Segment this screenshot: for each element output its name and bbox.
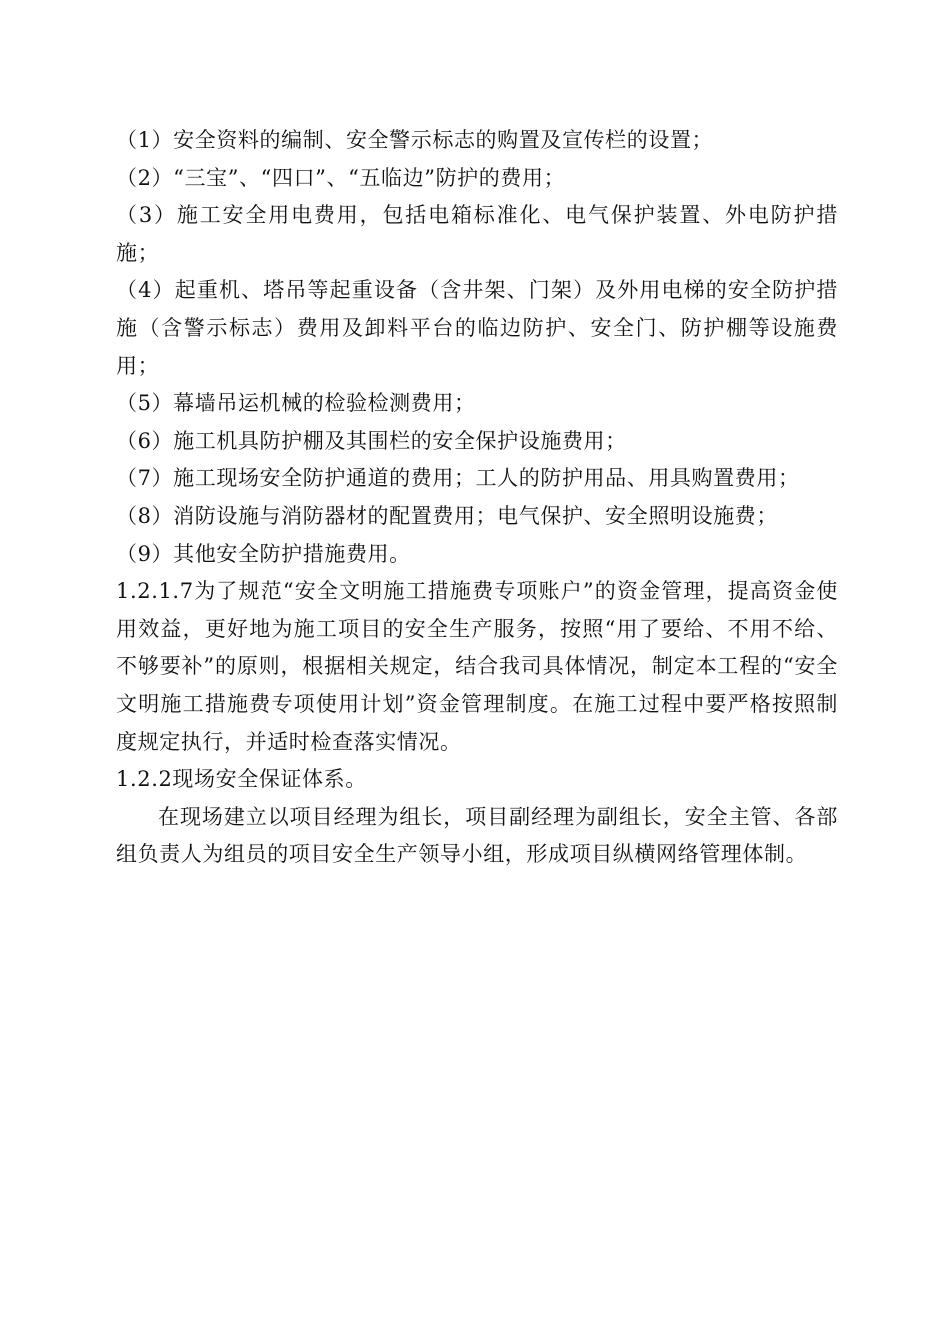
section-1-2-2-heading: 1.2.2现场安全保证体系。 — [116, 767, 367, 792]
section-1-2-2-body: 在现场建立以项目经理为组长，项目副经理为副组长，安全主管、各部组负责人为组员的项目安全生产领导小组，形成项目纵横网络管理体制。 — [116, 804, 838, 867]
list-item-6: （6）施工机具防护棚及其围栏的安全保护设施费用； — [116, 428, 627, 453]
list-item-2: （2）“三宝”、“四口”、“五临边”防护的费用； — [116, 165, 566, 190]
list-item-3: （3）施工安全用电费用，包括电箱标准化、电气保护装置、外电防护措施； — [116, 203, 838, 265]
section-1-2-1-7-paragraph: 1.2.1.7为了规范“安全文明施工措施费专项账户”的资金管理，提高资金使用效益，更好地为施工项目的安全生产服务，按照“用了要给、不用不给、不够要补”的原则，根据相关规定，结合我司具体情况，制定本工程的“安全文明施工措施费专项使用计划”资金管理制度。在施工过程中要严格按照制度规定执行，并适时检查落实情况。 — [116, 579, 838, 754]
list-item-7: （7）施工现场安全防护通道的费用；工人的防护用品、用具购置费用； — [116, 466, 800, 491]
document-page — [116, 122, 838, 874]
list-item-4: （4）起重机、塔吊等起重设备（含井架、门架）及外用电梯的安全防护措施（含警示标志）费用及卸料平台的临边防护、安全门、防护棚等设施费用； — [116, 278, 838, 378]
list-item-8: （8）消防设施与消防器材的配置费用；电气保护、安全照明设施费； — [116, 503, 778, 528]
list-item-1: （1）安全资料的编制、安全警示标志的购置及宣传栏的设置； — [116, 128, 714, 152]
list-item-9: （9）其他安全防护措施费用。 — [116, 541, 411, 566]
list-item-5: （5）幕墙吊运机械的检验检测费用； — [116, 391, 476, 416]
